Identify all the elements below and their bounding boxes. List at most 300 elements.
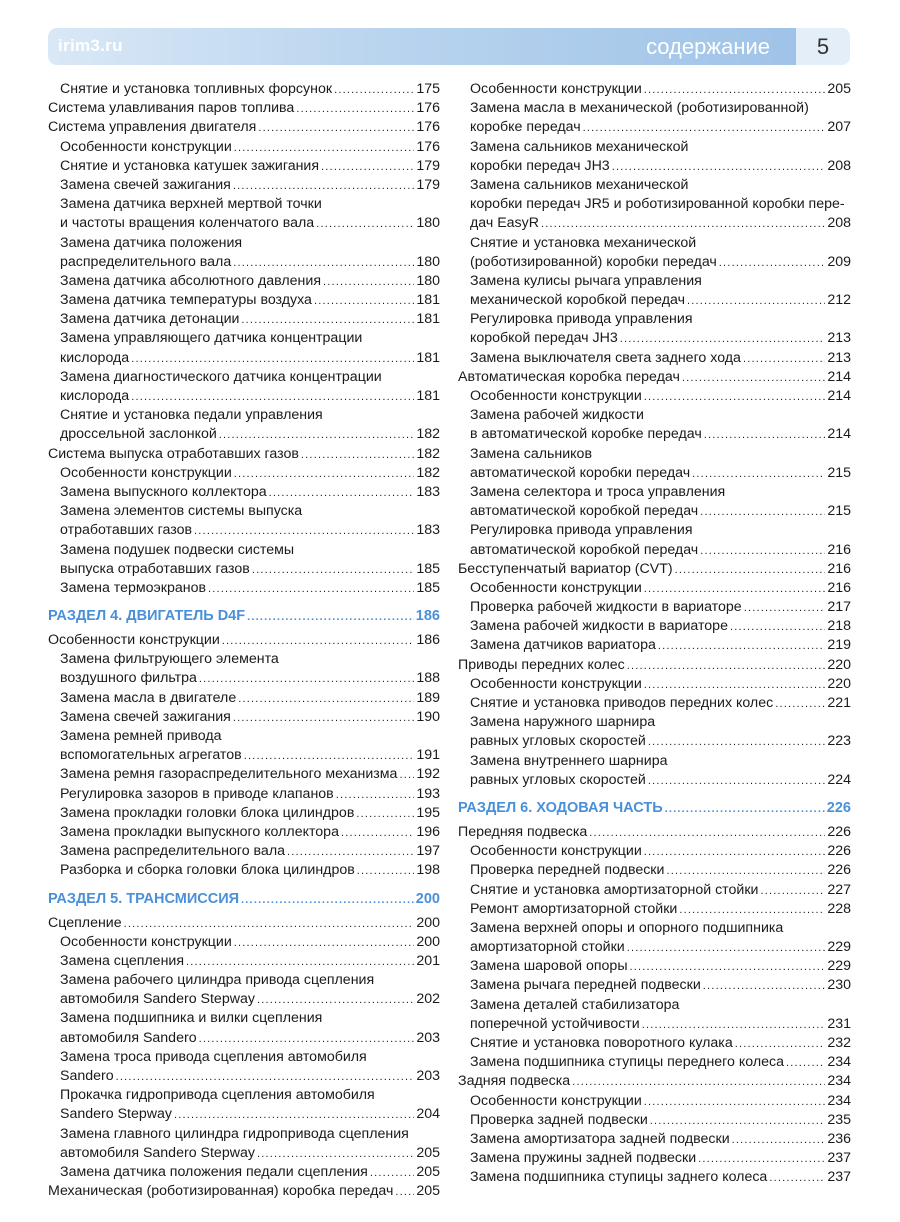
toc-dot-leader (399, 766, 414, 785)
toc-dot-leader (760, 882, 825, 901)
toc-right-column (458, 80, 851, 1188)
toc-page-number: 234 (827, 1092, 851, 1109)
toc-entry-title: Замена прокладки головки блока цилиндров (60, 804, 355, 821)
toc-entry[interactable] (458, 881, 851, 900)
toc-page-number: 176 (416, 100, 440, 117)
toc-entry[interactable] (458, 560, 851, 579)
toc-entry-title: автомобиля Sandero Stepway (60, 1144, 255, 1161)
toc-entry[interactable] (48, 99, 440, 118)
toc-entry-title: Замена наружного шарнира (470, 714, 656, 731)
toc-entry[interactable] (48, 842, 440, 861)
toc-entry-title: (роботизированной) коробки передач (470, 253, 717, 270)
toc-page-number: 205 (416, 1183, 440, 1200)
toc-page-number: 219 (827, 637, 851, 654)
toc-dot-leader (252, 561, 414, 580)
toc-entry-title: Система улавливания паров топлива (48, 100, 295, 117)
toc-page-number: 205 (416, 1144, 440, 1161)
toc-entry[interactable] (458, 272, 851, 291)
toc-dot-leader (572, 1073, 825, 1092)
toc-entry-title: Передняя подвеска (458, 823, 588, 840)
toc-entry[interactable] (458, 329, 851, 348)
toc-entry-title: распределительного вала (60, 253, 232, 270)
toc-entry-title: равных угловых скоростей (470, 771, 646, 788)
toc-page-number: 208 (827, 215, 851, 232)
toc-page-number: 181 (416, 311, 440, 328)
toc-dot-leader (541, 215, 825, 234)
toc-entry[interactable] (458, 541, 851, 560)
toc-dot-leader (786, 1054, 825, 1073)
toc-dot-leader (241, 885, 414, 915)
toc-entry[interactable] (458, 976, 851, 995)
toc-entry[interactable] (48, 1067, 440, 1086)
toc-entry[interactable] (48, 1182, 440, 1201)
toc-dot-leader (395, 1183, 414, 1202)
toc-dot-leader (719, 254, 826, 273)
toc-dot-leader (658, 637, 825, 656)
toc-entry[interactable] (48, 425, 440, 444)
toc-entry-title: Замена пружины задней подвески (470, 1150, 697, 1167)
toc-entry[interactable] (458, 579, 851, 598)
toc-dot-leader (219, 426, 415, 445)
toc-page-number: 217 (827, 599, 851, 616)
toc-page-number: 176 (416, 138, 440, 155)
toc-entry-title: Особенности конструкции (60, 464, 232, 481)
toc-dot-leader (314, 292, 414, 311)
toc-entry-title: Прокачка гидропривода сцепления автомобиля (60, 1087, 375, 1104)
toc-entry-title: Замена рабочей жидкости в вариаторе (470, 618, 728, 635)
toc-entry[interactable] (458, 406, 851, 425)
toc-entry-title: Замена сальников (470, 445, 592, 462)
toc-entry[interactable] (48, 253, 440, 272)
toc-entry[interactable] (458, 1072, 851, 1091)
toc-entry-title: Замена датчика положения педали сцепления (60, 1163, 368, 1180)
toc-entry-title: воздушного фильтра (60, 670, 197, 687)
toc-entry[interactable] (48, 1105, 440, 1124)
toc-entry[interactable] (48, 234, 440, 253)
toc-entry-title: вспомогательных агрегатов (60, 747, 242, 764)
toc-page-number: 214 (827, 368, 851, 385)
toc-dot-leader (174, 1106, 414, 1125)
toc-entry-title: Приводы передних колес (458, 656, 625, 673)
toc-entry[interactable] (458, 368, 851, 387)
toc-dot-leader (234, 139, 415, 158)
toc-dot-leader (296, 100, 414, 119)
toc-entry[interactable] (48, 1029, 440, 1048)
toc-entry-title: дач EasyR (470, 215, 539, 232)
toc-entry[interactable] (458, 636, 851, 655)
toc-entry[interactable] (458, 919, 851, 938)
toc-page-number: 182 (416, 464, 440, 481)
toc-entry[interactable] (48, 157, 440, 176)
toc-entry-title: Замена масла в двигателе (60, 689, 237, 706)
toc-entry[interactable] (458, 1130, 851, 1149)
toc-page-number: 186 (415, 608, 440, 625)
toc-page-number: 214 (827, 388, 851, 404)
toc-entry[interactable] (458, 1092, 851, 1111)
toc-entry-title: дроссельной заслонкой (60, 426, 217, 443)
toc-page-number: 223 (827, 733, 851, 750)
toc-entry-title: коробке передач (470, 119, 581, 136)
toc-page-number: 207 (827, 119, 851, 136)
toc-entry[interactable] (458, 900, 851, 919)
toc-page-number: 185 (416, 579, 440, 596)
toc-entry-title: Замена ремня газораспределительного механизма (60, 766, 398, 783)
toc-entry[interactable] (48, 521, 440, 540)
toc-entry[interactable] (48, 406, 440, 425)
toc-entry-title: кислорода (60, 349, 130, 366)
toc-entry[interactable] (458, 1149, 851, 1168)
toc-section-heading[interactable] (458, 793, 851, 823)
toc-entry-title: Замена амортизатора задней подвески (470, 1130, 730, 1147)
toc-entry[interactable] (48, 746, 440, 765)
toc-page-number: 234 (827, 1054, 851, 1071)
toc-page-number: 190 (416, 708, 440, 725)
toc-entry-title: Замена выключателя света заднего хода (470, 349, 741, 366)
toc-entry[interactable] (458, 387, 851, 406)
toc-entry-title: РАЗДЕЛ 6. ХОДОВАЯ ЧАСТЬ (458, 799, 663, 816)
toc-page-number: 216 (827, 579, 851, 596)
toc-entry[interactable] (48, 650, 440, 669)
toc-entry[interactable] (48, 631, 440, 650)
toc-page-number: 185 (416, 560, 440, 577)
toc-dot-leader (301, 446, 414, 465)
toc-entry-title: Разборка и сборка головки блока цилиндров (60, 862, 355, 879)
toc-entry[interactable] (48, 138, 440, 157)
toc-dot-leader (650, 1112, 826, 1131)
toc-dot-leader (644, 1093, 826, 1112)
toc-entry-title: Система выпуска отработавших газов (48, 445, 299, 462)
toc-page-number: 216 (827, 541, 851, 558)
toc-entry[interactable] (458, 234, 851, 253)
toc-entry[interactable] (458, 310, 851, 329)
toc-page-number: 203 (416, 1068, 440, 1084)
toc-entry[interactable] (458, 752, 851, 771)
toc-entry[interactable] (48, 387, 440, 406)
toc-page-number: 186 (416, 632, 440, 649)
toc-entry-title: Снятие и установка амортизаторной стойки (470, 881, 759, 898)
toc-page-number: 176 (416, 119, 440, 136)
toc-entry[interactable] (458, 823, 851, 842)
toc-page-number: 221 (827, 695, 851, 711)
toc-entry-title: равных угловых скоростей (470, 733, 646, 750)
toc-entry[interactable] (458, 732, 851, 751)
toc-entry-title: Замена кулисы рычага управления (470, 272, 702, 289)
toc-entry[interactable] (458, 1168, 851, 1187)
toc-entry[interactable] (458, 713, 851, 732)
toc-dot-leader (124, 915, 415, 934)
toc-entry-title: Особенности конструкции (48, 632, 220, 649)
toc-page-number: 204 (416, 1106, 440, 1123)
toc-entry[interactable] (48, 861, 440, 880)
toc-entry[interactable] (48, 118, 440, 137)
toc-entry-title: и частоты вращения коленчатого вала (60, 215, 315, 232)
toc-entry-title: Особенности конструкции (60, 138, 232, 155)
toc-entry[interactable] (48, 80, 440, 99)
toc-page-number: 212 (827, 292, 851, 309)
toc-entry-title: Замена шаровой опоры (470, 958, 628, 975)
toc-entry[interactable] (458, 253, 851, 272)
toc-page-number: 231 (827, 1015, 851, 1032)
toc-entry-title: Замена рабочей жидкости (470, 407, 644, 424)
toc-entry[interactable] (48, 272, 440, 291)
toc-dot-leader (357, 862, 415, 881)
toc-entry[interactable] (48, 291, 440, 310)
toc-page-number: 214 (827, 426, 851, 443)
toc-entry[interactable] (458, 521, 851, 540)
toc-page-number: 200 (416, 914, 440, 931)
toc-dot-leader (287, 843, 414, 862)
toc-entry[interactable] (458, 195, 851, 214)
toc-entry[interactable] (48, 445, 440, 464)
toc-entry-title: Сцепление (48, 914, 122, 931)
toc-dot-leader (730, 618, 825, 637)
toc-page-number: 229 (827, 958, 851, 975)
toc-entry[interactable] (48, 483, 440, 502)
toc-page-number: 200 (416, 933, 440, 950)
toc-dot-leader (744, 599, 826, 618)
toc-entry[interactable] (48, 1048, 440, 1067)
toc-entry-title: Снятие и установка педали управления (60, 407, 323, 424)
header-bar (48, 28, 798, 65)
toc-dot-leader (644, 676, 826, 695)
toc-entry[interactable] (48, 971, 440, 990)
toc-entry-title: кислорода (60, 388, 130, 404)
toc-dot-leader (257, 1145, 414, 1164)
toc-dot-leader (234, 465, 415, 484)
toc-dot-leader (583, 119, 826, 138)
toc-entry[interactable] (48, 502, 440, 521)
toc-entry[interactable] (458, 80, 851, 99)
toc-dot-leader (321, 158, 414, 177)
toc-dot-leader (194, 522, 414, 541)
toc-dot-leader (679, 901, 825, 920)
toc-entry[interactable] (458, 483, 851, 502)
toc-entry[interactable] (458, 464, 851, 483)
toc-entry[interactable] (458, 349, 851, 368)
toc-entry-title: Особенности конструкции (470, 579, 642, 596)
toc-entry-title: Снятие и установка катушек зажигания (60, 157, 320, 174)
toc-entry[interactable] (48, 349, 440, 368)
toc-entry[interactable] (48, 765, 440, 784)
toc-entry-title: коробкой передач JH3 (470, 330, 618, 347)
toc-entry[interactable] (458, 1053, 851, 1072)
toc-entry[interactable] (458, 291, 851, 310)
toc-entry[interactable] (458, 861, 851, 880)
toc-entry[interactable] (48, 560, 440, 579)
toc-entry[interactable] (48, 669, 440, 688)
toc-dot-leader (241, 311, 414, 330)
toc-dot-leader (323, 273, 414, 292)
toc-entry[interactable] (48, 1163, 440, 1182)
toc-dot-leader (644, 580, 826, 599)
toc-entry[interactable] (48, 1086, 440, 1105)
toc-dot-leader (233, 177, 415, 196)
toc-page-number: 179 (416, 157, 440, 174)
toc-page-number: 213 (827, 330, 851, 347)
toc-entry-title: Замена термоэкранов (60, 579, 207, 596)
toc-dot-leader (589, 824, 825, 843)
toc-entry-title: Регулировка зазоров в приводе клапанов (60, 785, 334, 802)
toc-dot-leader (703, 977, 826, 996)
toc-entry-title: автоматической коробкой передач (470, 503, 699, 520)
toc-dot-leader (644, 843, 826, 862)
toc-dot-leader (233, 254, 414, 273)
toc-page-number: 220 (827, 656, 851, 673)
toc-entry[interactable] (458, 996, 851, 1015)
toc-entry-title: Особенности конструкции (470, 388, 642, 404)
toc-entry-title: Замена датчика абсолютного давления (60, 272, 321, 289)
site-name[interactable]: irim3.ru (58, 36, 123, 55)
toc-entry[interactable] (48, 1009, 440, 1028)
toc-entry[interactable] (48, 990, 440, 1009)
toc-page-number: 234 (827, 1073, 851, 1090)
toc-entry[interactable] (48, 579, 440, 598)
toc-entry-title: Задняя подвеска (458, 1073, 571, 1090)
toc-dot-leader (238, 690, 414, 709)
toc-entry[interactable] (48, 329, 440, 348)
toc-page-number: 198 (416, 862, 440, 879)
toc-entry[interactable] (48, 214, 440, 233)
toc-page-number: 218 (827, 618, 851, 635)
toc-entry[interactable] (458, 771, 851, 790)
toc-dot-leader (627, 939, 826, 958)
toc-dot-leader (131, 388, 414, 407)
toc-dot-leader (769, 1169, 825, 1188)
toc-page-number: 201 (416, 952, 440, 969)
toc-page-number: 209 (827, 253, 851, 270)
toc-entry[interactable] (458, 617, 851, 636)
toc-entry[interactable] (458, 1111, 851, 1130)
toc-entry-title: Особенности конструкции (470, 843, 642, 860)
toc-entry-title: Замена сальников механической (470, 138, 689, 155)
toc-entry-title: Замена рабочего цилиндра привода сцепления (60, 972, 375, 989)
toc-entry[interactable] (458, 502, 851, 521)
toc-entry[interactable] (48, 727, 440, 746)
toc-entry[interactable] (48, 176, 440, 195)
toc-dot-leader (735, 1035, 826, 1054)
toc-page-number: 237 (827, 1169, 851, 1186)
toc-entry[interactable] (458, 1015, 851, 1034)
toc-entry-title: Замена датчиков вариатора (470, 637, 656, 654)
toc-entry-title: автоматической коробки передач (470, 464, 691, 481)
toc-entry[interactable] (458, 99, 851, 118)
toc-entry[interactable] (48, 708, 440, 727)
toc-entry-title: Замена деталей стабилизатора (470, 996, 680, 1013)
toc-entry[interactable] (48, 464, 440, 483)
toc-entry[interactable] (48, 785, 440, 804)
toc-entry[interactable] (48, 310, 440, 329)
toc-entry[interactable] (458, 445, 851, 464)
toc-dot-leader (644, 81, 826, 100)
toc-page-number: 236 (827, 1130, 851, 1147)
toc-page-number: 181 (416, 292, 440, 309)
toc-dot-leader (732, 1131, 826, 1150)
toc-dot-leader (700, 503, 825, 522)
toc-dot-leader (775, 695, 825, 714)
toc-dot-leader (131, 350, 414, 369)
toc-entry-title: Снятие и установка приводов передних колес (470, 695, 774, 711)
toc-entry[interactable] (458, 598, 851, 617)
toc-entry[interactable] (458, 1034, 851, 1053)
toc-entry-title: автомобиля Sandero (60, 1029, 197, 1046)
toc-entry-title: Замена сальников механической (470, 176, 689, 193)
toc-entry-title: Замена подшипника ступицы заднего колеса (470, 1169, 768, 1186)
toc-entry[interactable] (48, 933, 440, 952)
toc-entry-title: Замена управляющего датчика концентрации (60, 330, 363, 347)
toc-dot-leader (247, 602, 414, 632)
toc-page-number: 227 (827, 881, 851, 898)
toc-entry[interactable] (458, 938, 851, 957)
toc-page-number: 196 (416, 823, 440, 840)
toc-entry[interactable] (458, 957, 851, 976)
toc-dot-leader (208, 580, 414, 599)
toc-dot-leader (704, 426, 826, 445)
toc-entry-title: Ремонт амортизаторной стойки (470, 900, 678, 917)
toc-entry[interactable] (458, 157, 851, 176)
toc-page-number: 193 (416, 785, 440, 802)
toc-entry-title: Sandero Stepway (60, 1106, 172, 1123)
toc-dot-leader (258, 119, 414, 138)
toc-entry[interactable] (48, 541, 440, 560)
toc-dot-leader (199, 670, 414, 689)
toc-page-number: 175 (416, 81, 440, 97)
toc-page-number: 205 (416, 1163, 440, 1180)
toc-dot-leader (341, 824, 414, 843)
toc-dot-leader (648, 772, 826, 791)
toc-entry-title: в автоматической коробке передач (470, 426, 702, 443)
toc-entry-title: Замена датчика положения (60, 234, 243, 251)
toc-page-number: 215 (827, 464, 851, 481)
toc-entry-title: Автоматическая коробка передач (458, 368, 680, 385)
toc-entry[interactable] (458, 138, 851, 157)
toc-entry[interactable] (48, 1144, 440, 1163)
toc-section-heading[interactable] (48, 884, 440, 914)
toc-page-number: 180 (416, 253, 440, 270)
toc-entry[interactable] (458, 842, 851, 861)
toc-section-heading[interactable] (48, 601, 440, 631)
toc-dot-leader (336, 786, 415, 805)
toc-entry-title: коробки передач JH3 (470, 157, 610, 174)
toc-page-number: 179 (416, 176, 440, 193)
toc-entry[interactable] (48, 914, 440, 933)
toc-page-number: 181 (416, 388, 440, 404)
toc-entry[interactable] (458, 425, 851, 444)
toc-entry[interactable] (458, 118, 851, 137)
toc-page-number: 237 (827, 1150, 851, 1167)
toc-entry[interactable] (48, 1125, 440, 1144)
toc-entry[interactable] (48, 952, 440, 971)
toc-entry[interactable] (48, 368, 440, 387)
toc-entry-title: Замена датчика верхней мертвой точки (60, 196, 322, 213)
toc-entry[interactable] (48, 195, 440, 214)
toc-entry[interactable] (458, 694, 851, 713)
section-title: содержание (646, 34, 770, 59)
toc-entry[interactable] (48, 823, 440, 842)
toc-dot-leader (627, 657, 826, 676)
toc-entry-title: Снятие и установка топливных форсунок (60, 81, 333, 97)
toc-entry[interactable] (48, 689, 440, 708)
toc-entry[interactable] (458, 214, 851, 233)
toc-dot-leader (244, 747, 415, 766)
toc-entry[interactable] (458, 675, 851, 694)
toc-entry[interactable] (48, 804, 440, 823)
toc-entry-title: Регулировка привода управления (470, 522, 693, 539)
toc-entry[interactable] (458, 656, 851, 675)
toc-entry[interactable] (458, 176, 851, 195)
toc-dot-leader (675, 561, 826, 580)
toc-dot-leader (316, 215, 414, 234)
toc-page-number: 216 (827, 560, 851, 577)
